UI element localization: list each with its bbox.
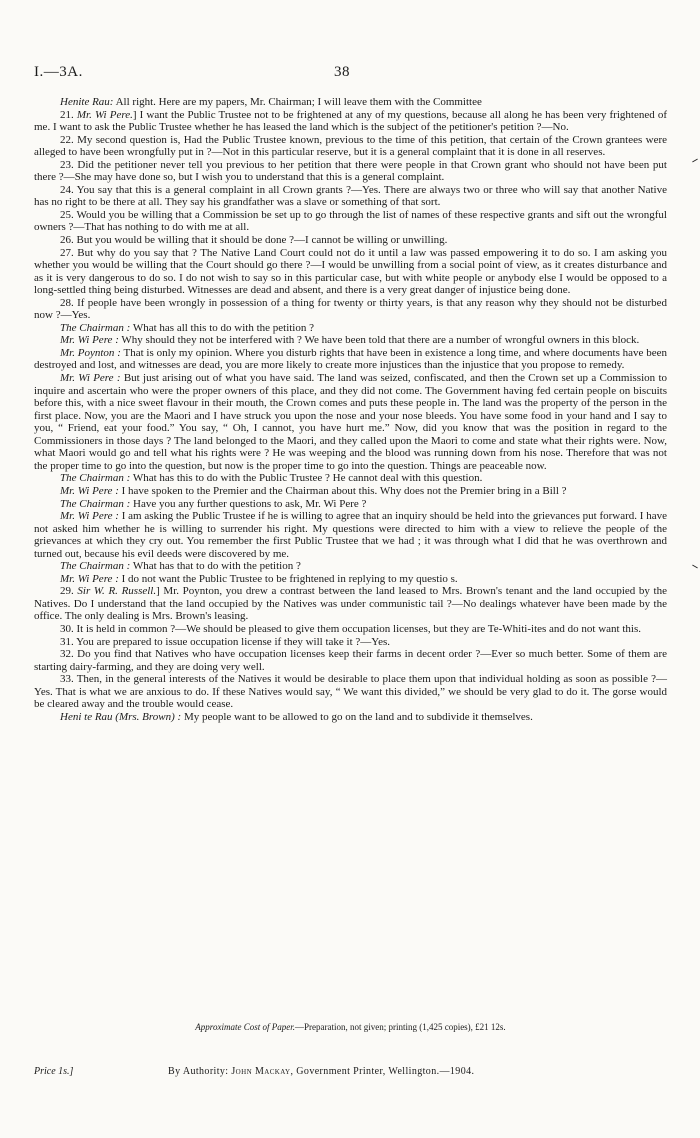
speaker-name: Mr. Wi Pere : bbox=[60, 510, 119, 523]
paragraph-text: All right. Here are my papers, Mr. Chairman; I will leave them with the Committee bbox=[113, 96, 482, 108]
paragraph bbox=[34, 585, 667, 623]
paragraph bbox=[34, 498, 667, 511]
margin-mark bbox=[692, 159, 698, 163]
paragraph bbox=[34, 134, 667, 159]
speaker-name: Mr. Wi Pere : bbox=[60, 334, 119, 347]
paragraph bbox=[34, 297, 667, 322]
paragraph-text: I do not want the Public Trustee to be frightened in replying to my questio s. bbox=[118, 572, 458, 585]
paragraph-text: I have spoken to the Premier and the Chairman about this. Why does not the Premier bring in a Bill ? bbox=[118, 484, 567, 497]
speaker-name: Mr. Wi Pere : bbox=[60, 372, 121, 385]
paragraph-text: What has this to do with the Public Trustee ? He cannot deal with this question. bbox=[130, 472, 483, 485]
speaker-name: Heni te Rau (Mrs. Brown) : bbox=[60, 710, 182, 723]
paragraph bbox=[34, 334, 667, 347]
paragraph bbox=[34, 510, 667, 560]
paragraph-text: 30. It is held in common ?—We should be pleased to give them occupation licenses, but they are Te-Whiti-ites and do not want this. bbox=[60, 622, 642, 635]
imprint-prefix: By Authority: bbox=[168, 1066, 232, 1077]
paragraph-text: 26. But you would be willing that it should be done ?—I cannot be willing or unwilling. bbox=[60, 234, 448, 247]
paragraph-text: ] Mr. Poynton, you drew a contrast between the land leased to Mrs. Brown's tenant and the land occupied by the Natives. Do I understand that the land occupied by the Natives was under communistic tail ?—No dealings whatever have been made by the office. The only dealing is Mrs. Brown's leasing. bbox=[34, 585, 667, 623]
paragraph bbox=[34, 623, 667, 636]
paragraph-text: I am asking the Public Trustee if he is willing to agree that an inquiry should be held into the grievances put forward. I have not asked him whether he is willing to surrender his right. My questions were directed to him with a view to relieve the people of the grievances at which they cry out. You remember the first Public Trustee that we had ; it was through what I did that he was overthrown and turned out, because his evil deeds were discovered by me. bbox=[34, 510, 667, 560]
paragraph bbox=[34, 636, 667, 649]
paragraph bbox=[34, 159, 667, 184]
speaker-name: Mr. Poynton : bbox=[60, 346, 121, 359]
paragraph bbox=[34, 347, 667, 372]
cost-note-text: —Preparation, not given; printing (1,425 copies), £21 12s. bbox=[294, 1022, 506, 1032]
speaker-name: The Chairman : bbox=[60, 560, 131, 573]
speaker-name: Mr. Wi Pere : bbox=[60, 484, 119, 497]
paragraph bbox=[34, 648, 667, 673]
speaker-name: Mr. Wi Pere. bbox=[76, 108, 133, 121]
paragraph-text: What has all this to do with the petition ? bbox=[130, 321, 314, 334]
paragraph-text: 28. If people have been wrongly in possession of a thing for twenty or thirty years, is that any reason why they should not be disturbed now ?—Yes. bbox=[34, 296, 667, 322]
paragraph bbox=[34, 247, 667, 297]
paragraph-text: My people want to be allowed to go on the land and to subdivide it themselves. bbox=[181, 710, 533, 723]
paragraph bbox=[34, 673, 667, 711]
paragraph-text: 24. You say that this is a general complaint in all Crown grants ?—Yes. There are always two or three who will say that another Native has no right to be there at all. They say his grandfather was a slave or something of that sort. bbox=[34, 183, 667, 209]
paragraph-text: But just arising out of what you have said. The land was seized, confiscated, and then the Crown set up a Commission to inquire and ascertain who were the proper owners of this place, and they did not come. The Government having fed certain people on biscuits before this, with a nice sweet flavour in their mouth, the Crown comes and puts these people in. The land was the property of the person in the first place. Now, you are the Maori and I have struck you upon the nose and your nose bleeds. You have some food in your hand and I say to you, “ Friend, eat your food.” You say, “ Oh, I cannot, you have hurt me.” Now, did you know that was the position in regard to the Commissioners in those days ? The land belonged to the Maori, and they called upon the Maori to come and state what their rights were. Now, what Maori would go and tell what his rights were ? He was weeping and the blood was running down from his nose. Therefore that was not the proper time to go into the question, but now is the proper time to go into the question. Things are peaceable now. bbox=[34, 372, 668, 472]
speaker-name: The Chairman : bbox=[60, 321, 131, 334]
price: Price 1s.] bbox=[34, 1066, 74, 1077]
paragraph bbox=[34, 573, 667, 586]
paragraph-text: What has that to do with the petition ? bbox=[130, 560, 301, 573]
paragraph bbox=[34, 184, 667, 209]
paragraph bbox=[34, 485, 667, 498]
paragraph bbox=[34, 472, 667, 485]
paragraph-text: 33. Then, in the general interests of the Natives it would be desirable to place them upon that individual holding as soon as possible ?—Yes. That is what we are anxious to do. If these Natives would say, “ We want this divided,” we should be very glad to do it. The gorse would be cleared away and the trouble would cease. bbox=[34, 673, 667, 711]
paragraph bbox=[34, 322, 667, 335]
speaker-name: The Chairman : bbox=[60, 497, 131, 510]
paragraph bbox=[34, 711, 667, 724]
printer-name: John Mackay bbox=[231, 1066, 291, 1077]
speaker-name: The Chairman : bbox=[60, 472, 131, 485]
paragraph bbox=[34, 372, 667, 472]
paragraph-text: Why should they not be interfered with ? We have been told that there are a number of wrongful owners in this block. bbox=[118, 334, 640, 347]
paragraph-text: 21. bbox=[60, 108, 77, 121]
cost-note-label: Approximate Cost of Paper. bbox=[195, 1022, 295, 1032]
paragraph-text: 25. Would you be willing that a Commission be set up to go through the list of names of these respective grants and sift out the wrongful owners ?—That has nothing to do with me at all. bbox=[34, 208, 667, 234]
paragraph bbox=[34, 560, 667, 573]
cost-note bbox=[34, 1022, 667, 1032]
speaker-name: Sir W. R. Russell. bbox=[77, 585, 157, 598]
paragraph-text: That is only my opinion. Where you disturb rights that have been in existence a long time, and where documents have been destroyed and lost, and witnesses are dead, you are more likely to create more injustices than the injustice that you propose to remedy. bbox=[34, 346, 667, 372]
printer-imprint bbox=[168, 1066, 474, 1077]
paragraph bbox=[34, 209, 667, 234]
margin-mark bbox=[692, 565, 698, 569]
paragraph bbox=[34, 109, 667, 134]
imprint-suffix: , Government Printer, Wellington.—1904. bbox=[290, 1066, 475, 1077]
paragraph-text: ] I want the Public Trustee not to be frightened at any of my questions, because all along he has been very frightened of me. I want to ask the Public Trustee whether he has leased the land which is the subject of the petitioner's petition ?—No. bbox=[34, 108, 667, 134]
speaker-name: Mr. Wi Pere : bbox=[60, 572, 119, 585]
paragraph-text: 32. Do you find that Natives who have occupation licenses keep their farms in decent order ?—Ever so much better. Some of them are starting dairy-farming, and they are doing very well. bbox=[34, 648, 667, 673]
speaker-name: Henite Rau: bbox=[60, 96, 114, 108]
paragraph bbox=[34, 234, 667, 247]
paragraph-text: 31. You are prepared to issue occupation license if they will take it ?—Yes. bbox=[60, 635, 391, 648]
page-number: 38 bbox=[334, 64, 350, 80]
paragraph-text: 29. bbox=[60, 585, 78, 598]
paragraph-text: 22. My second question is, Had the Public Trustee known, previous to the time of this petition, that certain of the Crown grantees were alleged to have been wrongfully put in ?—Not in this particular reserve, but it is a general complaint that it is done in all reserves. bbox=[34, 133, 667, 159]
transcript-body bbox=[34, 96, 667, 723]
paragraph-text: 27. But why do you say that ? The Native Land Court could not do it until a law was passed empowering it to do so. I am asking you whether you would be willing that the Court should go there ?—I would be unwilling from a social point of view, as it creates disturbance and as it is very dangerous to do so. I do not wish to say so in this particular case, but with white people or anybody else I would be opposed to a long-settled thing being disturbed. Witnesses are dead and absent, and there is a very great danger of injustice being done. bbox=[34, 246, 667, 297]
paper-reference: I.—3A. bbox=[34, 64, 83, 80]
paragraph-text: Have you any further questions to ask, Mr. Wi Pere ? bbox=[130, 497, 367, 510]
paragraph-text: 23. Did the petitioner never tell you previous to her petition that there were people in that Crown grant who should not have been put there ?—She may have done so, but I wish you to understand that this is a general complaint. bbox=[34, 158, 667, 184]
paragraph bbox=[34, 96, 667, 109]
